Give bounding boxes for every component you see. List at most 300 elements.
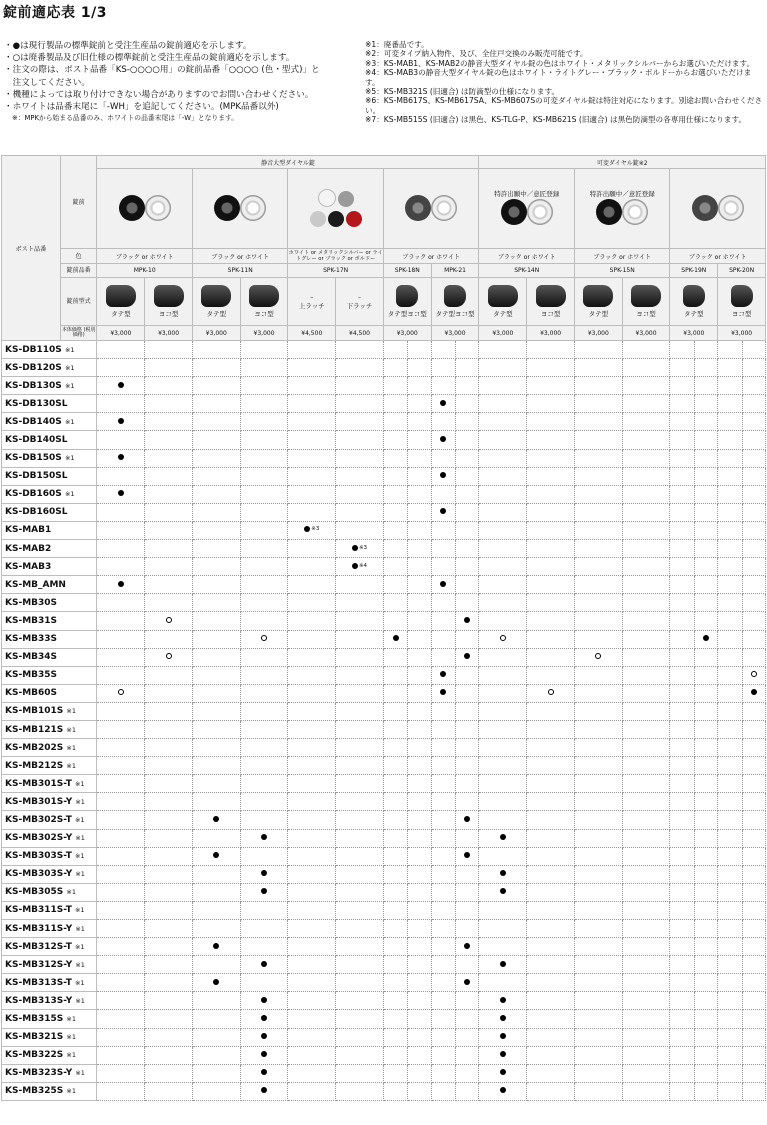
compat-cell xyxy=(455,449,479,467)
compat-cell xyxy=(192,865,240,883)
compat-cell xyxy=(527,666,575,684)
compat-cell xyxy=(622,702,670,720)
compat-cell xyxy=(431,757,455,775)
compat-cell xyxy=(383,612,407,630)
compat-cell xyxy=(240,974,288,992)
compat-cell xyxy=(408,612,431,630)
compat-cell xyxy=(718,974,742,992)
compat-cell xyxy=(670,702,694,720)
compat-cell xyxy=(192,666,240,684)
compat-cell xyxy=(408,449,431,467)
compat-cell xyxy=(527,521,575,539)
current-mark-icon xyxy=(500,1087,506,1093)
footnote-ref: ※1 xyxy=(66,725,77,734)
compat-cell xyxy=(527,1010,575,1028)
compat-cell xyxy=(145,1064,193,1082)
compat-cell xyxy=(718,648,742,666)
compat-cell xyxy=(288,974,336,992)
compat-cell xyxy=(336,431,384,449)
compat-cell xyxy=(670,359,694,377)
compat-cell xyxy=(145,630,193,648)
compat-cell xyxy=(455,648,479,666)
dial-white-icon xyxy=(431,195,457,221)
lock-body-icon xyxy=(488,285,518,307)
compat-cell xyxy=(431,992,455,1010)
price-row xyxy=(2,326,766,341)
compat-cell xyxy=(288,467,336,485)
lock-type: ヨコ型 xyxy=(240,278,288,326)
compat-cell xyxy=(670,883,694,901)
compat-cell xyxy=(431,630,455,648)
part-number: SPK-19N xyxy=(670,264,718,278)
footnote: ※2：可変タイプ納入物件、及び、全住戸交換のみ販売可能です。 xyxy=(365,49,588,59)
current-mark-icon xyxy=(464,617,470,623)
compat-cell xyxy=(574,901,622,919)
compat-cell xyxy=(455,883,479,901)
model-label: KS-MB313S-T xyxy=(5,977,72,988)
compat-cell xyxy=(622,793,670,811)
part-label: 錠前品番 xyxy=(60,264,97,278)
compat-cell xyxy=(97,485,145,503)
compat-cell xyxy=(742,702,765,720)
post-model-name xyxy=(2,938,97,956)
compat-cell xyxy=(97,1028,145,1046)
dial-black-icon xyxy=(214,195,240,221)
table-row xyxy=(2,992,766,1010)
table-row xyxy=(2,793,766,811)
compat-cell xyxy=(145,1082,193,1100)
compat-cell xyxy=(455,503,479,521)
footnote-ref: ※1 xyxy=(75,870,85,879)
compat-cell xyxy=(336,594,384,612)
compat-cell xyxy=(527,793,575,811)
compat-cell xyxy=(97,720,145,738)
compat-cell xyxy=(408,1046,431,1064)
compat-cell xyxy=(718,449,742,467)
compat-cell xyxy=(288,341,336,359)
compat-cell xyxy=(408,1082,431,1100)
table-row xyxy=(2,938,766,956)
compat-cell xyxy=(455,739,479,757)
table-row xyxy=(2,630,766,648)
compat-cell xyxy=(288,847,336,865)
compat-cell xyxy=(336,811,384,829)
table-row xyxy=(2,811,766,829)
compat-cell xyxy=(288,757,336,775)
compat-cell xyxy=(192,775,240,793)
lock-image-spk15n xyxy=(574,169,669,249)
compat-cell xyxy=(527,449,575,467)
color-row xyxy=(2,249,766,264)
compat-cell xyxy=(527,1082,575,1100)
compat-cell xyxy=(288,612,336,630)
compat-cell xyxy=(479,720,527,738)
compat-cell xyxy=(145,341,193,359)
note-sub: ※：MPKから始まる品番のみ、ホワイトの品番末尾は「-W」となります。 xyxy=(12,114,239,123)
compat-cell xyxy=(742,540,765,558)
price: ¥3,000 xyxy=(240,326,288,341)
compat-cell xyxy=(742,503,765,521)
compat-cell xyxy=(240,739,288,757)
type-label: 錠前型式 xyxy=(60,278,97,326)
compat-cell xyxy=(479,521,527,539)
compat-cell xyxy=(192,540,240,558)
compat-cell xyxy=(622,630,670,648)
compat-cell xyxy=(408,811,431,829)
compat-cell xyxy=(574,1082,622,1100)
compat-cell xyxy=(670,612,694,630)
compat-cell xyxy=(336,702,384,720)
compat-cell xyxy=(527,775,575,793)
compat-cell xyxy=(288,576,336,594)
compat-cell xyxy=(670,1010,694,1028)
compat-cell xyxy=(694,1028,717,1046)
compat-cell xyxy=(455,1046,479,1064)
compat-cell xyxy=(240,1046,288,1064)
compat-cell xyxy=(742,901,765,919)
compat-cell xyxy=(455,521,479,539)
compat-cell xyxy=(145,684,193,702)
model-label: KS-DB150S xyxy=(5,453,62,464)
current-mark-icon xyxy=(352,563,358,569)
footnote-ref: ※1 xyxy=(64,454,75,463)
compat-cell xyxy=(408,847,431,865)
compat-cell xyxy=(97,684,145,702)
current-mark-icon xyxy=(213,816,219,822)
compat-cell xyxy=(455,558,479,576)
compat-cell xyxy=(145,974,193,992)
table-row xyxy=(2,485,766,503)
compat-cell xyxy=(742,612,765,630)
compat-cell xyxy=(145,449,193,467)
compat-cell xyxy=(694,992,717,1010)
current-mark-icon xyxy=(261,1069,267,1075)
compat-cell xyxy=(431,576,455,594)
table-row xyxy=(2,413,766,431)
model-label: KS-MB312S-T xyxy=(5,941,72,952)
compat-cell xyxy=(192,630,240,648)
compat-cell xyxy=(479,449,527,467)
part-number: MPK-21 xyxy=(431,264,479,278)
model-label: KS-MB311S-T xyxy=(5,905,72,916)
compat-cell xyxy=(192,684,240,702)
compat-cell xyxy=(622,920,670,938)
post-model-name xyxy=(2,576,97,594)
compat-cell xyxy=(192,612,240,630)
compat-cell xyxy=(431,775,455,793)
compat-cell xyxy=(718,865,742,883)
compat-cell xyxy=(288,395,336,413)
current-mark-icon xyxy=(352,545,358,551)
current-mark-icon xyxy=(464,653,470,659)
compat-cell xyxy=(742,1028,765,1046)
compat-cell xyxy=(97,1010,145,1028)
compat-cell xyxy=(479,359,527,377)
compat-cell xyxy=(336,829,384,847)
compat-cell xyxy=(431,341,455,359)
compat-cell xyxy=(431,938,455,956)
compat-cell xyxy=(527,630,575,648)
compat-cell xyxy=(455,956,479,974)
price: ¥3,000 xyxy=(192,326,240,341)
compat-cell xyxy=(670,757,694,775)
footnote: ※6：KS-MB617S、KS-MB617SA、KS-MB607Sの可変ダイヤル錠は特注対応になります。別途お問い合わせください。 xyxy=(365,96,763,115)
compat-cell xyxy=(574,956,622,974)
compat-cell xyxy=(670,449,694,467)
post-model-name xyxy=(2,901,97,919)
compat-cell xyxy=(670,865,694,883)
lock-image-mpk10 xyxy=(97,169,192,249)
current-mark-icon xyxy=(118,490,124,496)
compat-cell xyxy=(670,395,694,413)
post-model-name xyxy=(2,1046,97,1064)
model-label: KS-MB313S-Y xyxy=(5,995,73,1006)
compat-cell xyxy=(97,775,145,793)
post-model-name xyxy=(2,739,97,757)
compat-cell xyxy=(718,811,742,829)
model-label: KS-MB33S xyxy=(5,634,58,645)
compat-cell xyxy=(336,974,384,992)
compat-cell xyxy=(145,720,193,738)
compat-cell xyxy=(240,920,288,938)
current-mark-icon xyxy=(261,870,267,876)
dial-black-icon xyxy=(119,195,145,221)
compat-cell xyxy=(145,359,193,377)
table-row xyxy=(2,1082,766,1100)
compat-cell xyxy=(431,1082,455,1100)
legacy-mark-icon xyxy=(166,653,172,659)
compat-cell xyxy=(574,720,622,738)
compat-cell xyxy=(479,558,527,576)
compat-cell xyxy=(479,883,527,901)
compat-cell xyxy=(240,684,288,702)
compat-cell xyxy=(479,793,527,811)
part-number: SPK-17N xyxy=(288,264,383,278)
compat-cell xyxy=(527,503,575,521)
model-label: KS-DB110S xyxy=(5,344,62,355)
footnote-ref: ※1 xyxy=(66,743,77,752)
table-row xyxy=(2,666,766,684)
compat-cell xyxy=(718,992,742,1010)
compat-cell xyxy=(408,1028,431,1046)
current-mark-icon xyxy=(440,400,446,406)
footnote-ref: ※1 xyxy=(66,1015,77,1024)
footnote: ※1：廃番品です。 xyxy=(365,40,429,49)
compat-cell xyxy=(527,992,575,1010)
compat-cell xyxy=(97,666,145,684)
post-model-name xyxy=(2,594,97,612)
compat-cell xyxy=(336,359,384,377)
compat-cell xyxy=(431,648,455,666)
compat-cell xyxy=(718,359,742,377)
compat-cell xyxy=(336,630,384,648)
compat-cell xyxy=(694,359,717,377)
compat-cell xyxy=(336,1082,384,1100)
post-model-name xyxy=(2,431,97,449)
compat-cell xyxy=(431,901,455,919)
legacy-mark-icon xyxy=(548,689,554,695)
table-row xyxy=(2,395,766,413)
compat-cell xyxy=(145,395,193,413)
compat-cell xyxy=(694,793,717,811)
lock-image-row xyxy=(2,169,766,249)
compat-cell xyxy=(336,341,384,359)
compat-cell xyxy=(145,793,193,811)
compat-cell xyxy=(574,413,622,431)
compat-cell xyxy=(336,1010,384,1028)
compat-cell xyxy=(670,485,694,503)
compat-cell xyxy=(527,377,575,395)
compat-cell xyxy=(408,341,431,359)
compat-cell xyxy=(431,503,455,521)
model-label: KS-MB212S xyxy=(5,760,64,771)
compat-cell xyxy=(455,684,479,702)
table-row xyxy=(2,1046,766,1064)
compat-cell xyxy=(622,485,670,503)
compat-cell xyxy=(527,883,575,901)
lock-type: ヨコ型 xyxy=(622,278,670,326)
compat-cell xyxy=(383,883,407,901)
lock-body-icon xyxy=(106,285,136,307)
table-row xyxy=(2,1010,766,1028)
compat-cell xyxy=(479,666,527,684)
compat-cell xyxy=(527,594,575,612)
table-row xyxy=(2,702,766,720)
compat-cell xyxy=(97,956,145,974)
compat-cell xyxy=(479,811,527,829)
color-cell: ブラック or ホワイト xyxy=(670,249,766,264)
compat-cell xyxy=(145,883,193,901)
compat-cell xyxy=(408,648,431,666)
compat-cell xyxy=(479,503,527,521)
compat-cell xyxy=(694,829,717,847)
compat-cell xyxy=(145,648,193,666)
compat-cell xyxy=(527,1064,575,1082)
current-mark-icon xyxy=(440,671,446,677)
compat-cell xyxy=(408,956,431,974)
current-mark-icon xyxy=(464,816,470,822)
compat-cell xyxy=(479,540,527,558)
compat-cell xyxy=(336,540,384,558)
compat-cell xyxy=(336,485,384,503)
patent-label: 特許出願中／意匠登録 xyxy=(589,190,655,198)
compat-cell xyxy=(97,992,145,1010)
compat-cell xyxy=(455,395,479,413)
note-line: ・機種によっては取り付けできない場合がありますのでお問い合わせください。 xyxy=(4,89,314,100)
compat-cell xyxy=(240,938,288,956)
table-row xyxy=(2,612,766,630)
compat-cell xyxy=(455,702,479,720)
post-model-name xyxy=(2,847,97,865)
price: ¥3,000 xyxy=(145,326,193,341)
compat-cell xyxy=(240,666,288,684)
compat-cell xyxy=(408,757,431,775)
compat-cell xyxy=(408,540,431,558)
post-model-name xyxy=(2,757,97,775)
compat-cell xyxy=(670,630,694,648)
compat-cell xyxy=(574,1028,622,1046)
compat-cell xyxy=(240,1064,288,1082)
compat-cell xyxy=(479,630,527,648)
compat-cell xyxy=(694,1046,717,1064)
compat-cell xyxy=(455,920,479,938)
compat-cell xyxy=(431,558,455,576)
compat-cell xyxy=(97,920,145,938)
compat-cell xyxy=(670,684,694,702)
compat-cell xyxy=(336,449,384,467)
compat-cell xyxy=(742,413,765,431)
lock-body-icon xyxy=(631,285,661,307)
compat-cell xyxy=(288,1010,336,1028)
compat-cell xyxy=(718,901,742,919)
compat-cell xyxy=(431,702,455,720)
compat-cell xyxy=(742,938,765,956)
compat-cell xyxy=(408,720,431,738)
compat-cell xyxy=(622,938,670,956)
compat-cell xyxy=(288,666,336,684)
color-cell: ホワイト or メタリックシルバー or ライトグレー or ブラック or ボルドー xyxy=(288,249,383,262)
compat-cell xyxy=(718,521,742,539)
table-row xyxy=(2,341,766,359)
compat-cell xyxy=(97,521,145,539)
compat-cell xyxy=(527,612,575,630)
compat-cell xyxy=(288,938,336,956)
compat-cell xyxy=(288,648,336,666)
knob-lightgray-icon xyxy=(310,211,326,227)
legacy-mark-icon xyxy=(595,653,601,659)
model-label: KS-MB202S xyxy=(5,742,64,753)
compat-cell xyxy=(694,920,717,938)
post-model-name xyxy=(2,558,97,576)
model-label: KS-MB301S-T xyxy=(5,778,72,789)
legacy-mark-icon xyxy=(500,635,506,641)
current-mark-icon xyxy=(440,436,446,442)
compat-cell xyxy=(240,992,288,1010)
price: ¥3,000 xyxy=(97,326,145,341)
footnote: ※3：KS-MAB1、KS-MAB2の静音大型ダイヤル錠の色はホワイト・メタリックシルバーからお選びいただけます。 xyxy=(365,58,755,68)
compat-cell xyxy=(383,413,407,431)
compat-cell xyxy=(336,612,384,630)
footnote-ref: ※1 xyxy=(74,942,85,951)
compat-cell xyxy=(455,467,479,485)
compat-cell xyxy=(455,377,479,395)
compat-cell xyxy=(408,793,431,811)
compat-cell xyxy=(383,503,407,521)
lock-type: ヨコ型 xyxy=(145,278,193,326)
table-row xyxy=(2,648,766,666)
compat-cell xyxy=(694,630,717,648)
compat-cell xyxy=(622,594,670,612)
post-model-name xyxy=(2,341,97,359)
compat-cell xyxy=(622,341,670,359)
compat-cell xyxy=(288,775,336,793)
compat-cell xyxy=(145,558,193,576)
compat-cell xyxy=(383,467,407,485)
post-model-name xyxy=(2,359,97,377)
compat-cell xyxy=(479,1046,527,1064)
compat-cell xyxy=(455,757,479,775)
compat-cell xyxy=(192,920,240,938)
compat-cell xyxy=(336,847,384,865)
compat-cell xyxy=(336,1064,384,1082)
compat-cell xyxy=(192,901,240,919)
compat-cell xyxy=(455,793,479,811)
compat-cell xyxy=(240,829,288,847)
compat-cell xyxy=(479,1010,527,1028)
compat-cell xyxy=(336,720,384,738)
post-model-name xyxy=(2,1082,97,1100)
compat-cell xyxy=(742,341,765,359)
